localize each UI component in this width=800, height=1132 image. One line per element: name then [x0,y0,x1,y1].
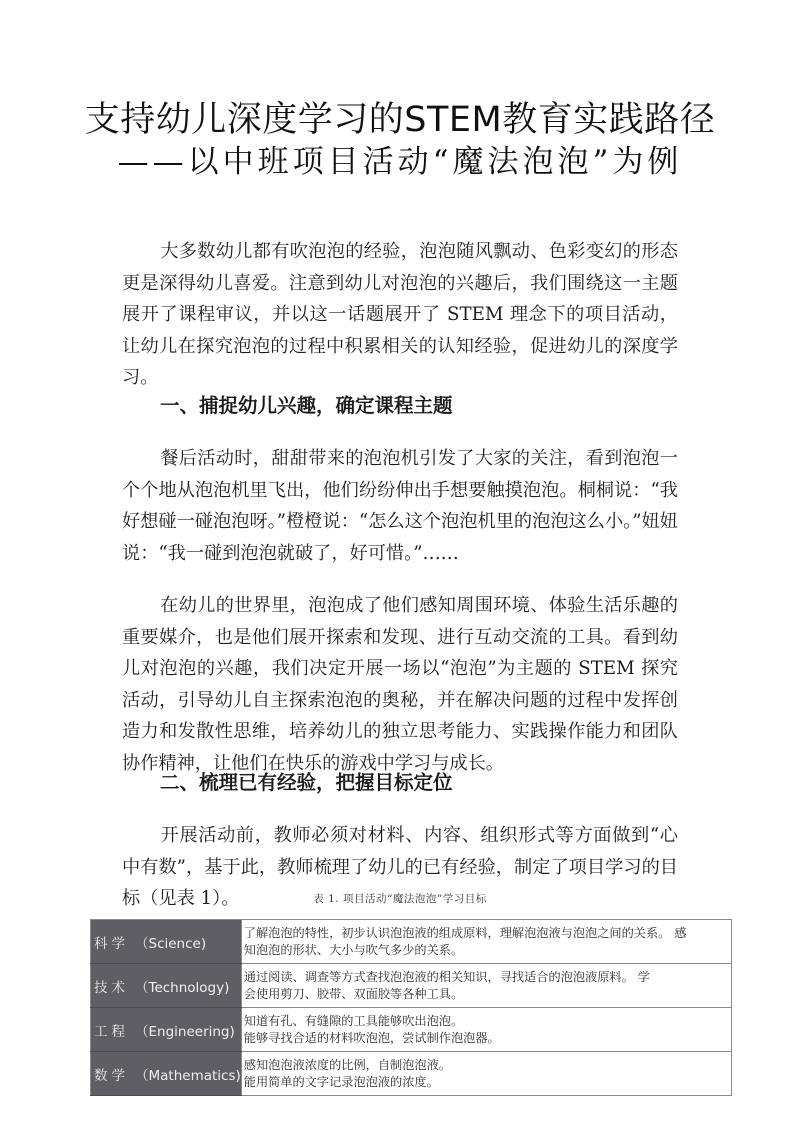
article-title-block [0,98,800,182]
table-row-science [91,920,732,964]
section-1-heading: 一、捕捉幼儿兴趣，确定课程主题 [160,394,453,417]
article-subtitle: ——以中班项目活动“魔法泡泡”为例 [117,144,683,180]
goal-line: 知道有孔、有缝隙的工具能够吹出泡泡。 [243,1013,464,1028]
subject-name-en: （Technology) [135,979,230,996]
table-row-technology [91,964,732,1008]
goal-cell [241,920,731,964]
goal-line: 会使用剪刀、胶带、双面胶等各种工具。 [243,986,464,1001]
goal-line: 通过阅读、调查等方式查找泡泡液的相关知识，寻找适合的泡泡液原料。 学 [243,969,650,984]
subject-cell [91,1008,242,1052]
subject-name-en: （Engineering) [135,1023,235,1040]
subject-name-cn: 数学 [94,1067,129,1084]
learning-goals-table [90,919,732,1096]
subject-name-cn: 科学 [94,935,129,952]
goal-cell [241,1052,731,1096]
article-title: 支持幼儿深度学习的STEM教育实践路径 [84,100,716,140]
goal-line: 能用简单的文字记录泡泡液的浓度。 [243,1074,439,1089]
intro-paragraph [122,236,678,394]
goal-line: 了解泡泡的特性，初步认识泡泡液的组成原料，理解泡泡液与泡泡之间的关系。 感 [243,925,687,940]
goal-cell [241,964,731,1008]
section-1-paragraph-2 [122,590,678,779]
goal-line: 知泡泡的形状、大小与吹气多少的关系。 [243,942,464,957]
section-2-heading: 二、梳理已有经验，把握目标定位 [160,771,453,794]
table-row-mathematics [91,1052,732,1096]
subject-name-cn: 工程 [94,1023,129,1040]
section-1-paragraph-2-text: 在幼儿的世界里，泡泡成了他们感知周围环境、体验生活乐趣的重要媒介，也是他们展开探索和发现、进行互动交流的工具。看到幼儿对泡泡的兴趣，我们决定开展一场以“泡泡”为主题的 STEM 探究活动，引导幼儿自主探索泡泡的奥秘，并在解决问题的过程中发挥创造力和发散性思维，培养幼儿的独立思考能力、实践操作能力和团队协作精神，让他们在快乐的游戏中学习与成长。 [122,595,678,774]
goal-line: 感知泡泡液浓度的比例，自制泡泡液。 [243,1057,451,1072]
subject-cell [91,920,242,964]
section-2-paragraph-1-text: 开展活动前，教师必须对材料、内容、组织形式等方面做到“心中有数”，基于此，教师梳理了幼儿的已有经验，制定了项目学习的目标（见表 1）。 [122,825,678,909]
subject-cell [91,1052,242,1096]
intro-paragraph-text: 大多数幼儿都有吹泡泡的经验，泡泡随风飘动、色彩变幻的形态更是深得幼儿喜爱。注意到幼儿对泡泡的兴趣后，我们围绕这一主题展开了课程审议，并以这一话题展开了 STEM 理念下的项目活动，让幼儿在探究泡泡的过程中积累相关的认知经验，促进幼儿的深度学习。 [122,241,678,388]
subject-cell [91,964,242,1008]
subject-name-cn: 技术 [94,979,129,996]
section-1-paragraph-1 [122,443,678,569]
subject-name-en: （Mathematics) [135,1067,241,1084]
goal-cell [241,1008,731,1052]
table-caption: 表 1. 项目活动“魔法泡泡”学习目标 [313,893,487,905]
goal-line: 能够寻找合适的材料吹泡泡，尝试制作泡泡器。 [243,1030,500,1045]
subject-name-en: （Science) [135,935,207,952]
table-row-engineering [91,1008,732,1052]
section-1-paragraph-1-text: 餐后活动时，甜甜带来的泡泡机引发了大家的关注，看到泡泡一个个地从泡泡机里飞出，他们纷纷伸出手想要触摸泡泡。桐桐说：“我好想碰一碰泡泡呀。”橙橙说：“怎么这个泡泡机里的泡泡这么小。”妞妞说：“我一碰到泡泡就破了，好可惜。”…… [122,448,678,564]
